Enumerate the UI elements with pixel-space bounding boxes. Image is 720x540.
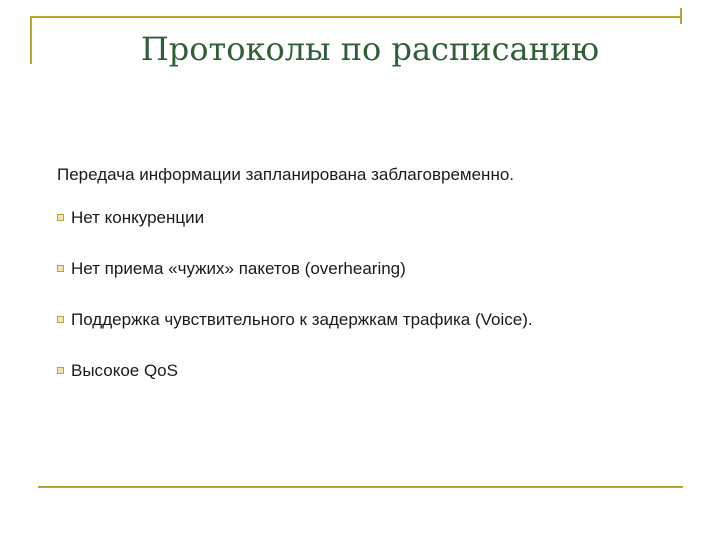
top-rule <box>30 16 680 18</box>
intro-text: Передача информации запланирована заблаговременно. <box>57 165 515 184</box>
bullet-text: Нет конкуренции <box>71 208 205 227</box>
square-bullet-icon <box>57 214 64 221</box>
left-rule <box>30 16 32 64</box>
bullet-item <box>57 207 533 229</box>
bullet-text: Высокое QoS <box>71 361 178 380</box>
bullet-item <box>57 258 533 280</box>
bullet-list <box>57 207 533 411</box>
bullet-text: Поддержка чувствительного к задержкам трафика (Voice). <box>71 310 533 329</box>
square-bullet-icon <box>57 265 64 272</box>
bullet-text: Нет приема «чужих» пакетов (overhearing) <box>71 259 406 278</box>
square-bullet-icon <box>57 367 64 374</box>
bullet-item <box>57 309 533 331</box>
right-rule <box>680 8 682 24</box>
bottom-rule <box>38 486 683 488</box>
bullet-item <box>57 360 533 382</box>
slide-title: Протоколы по расписанию <box>140 30 600 68</box>
square-bullet-icon <box>57 316 64 323</box>
